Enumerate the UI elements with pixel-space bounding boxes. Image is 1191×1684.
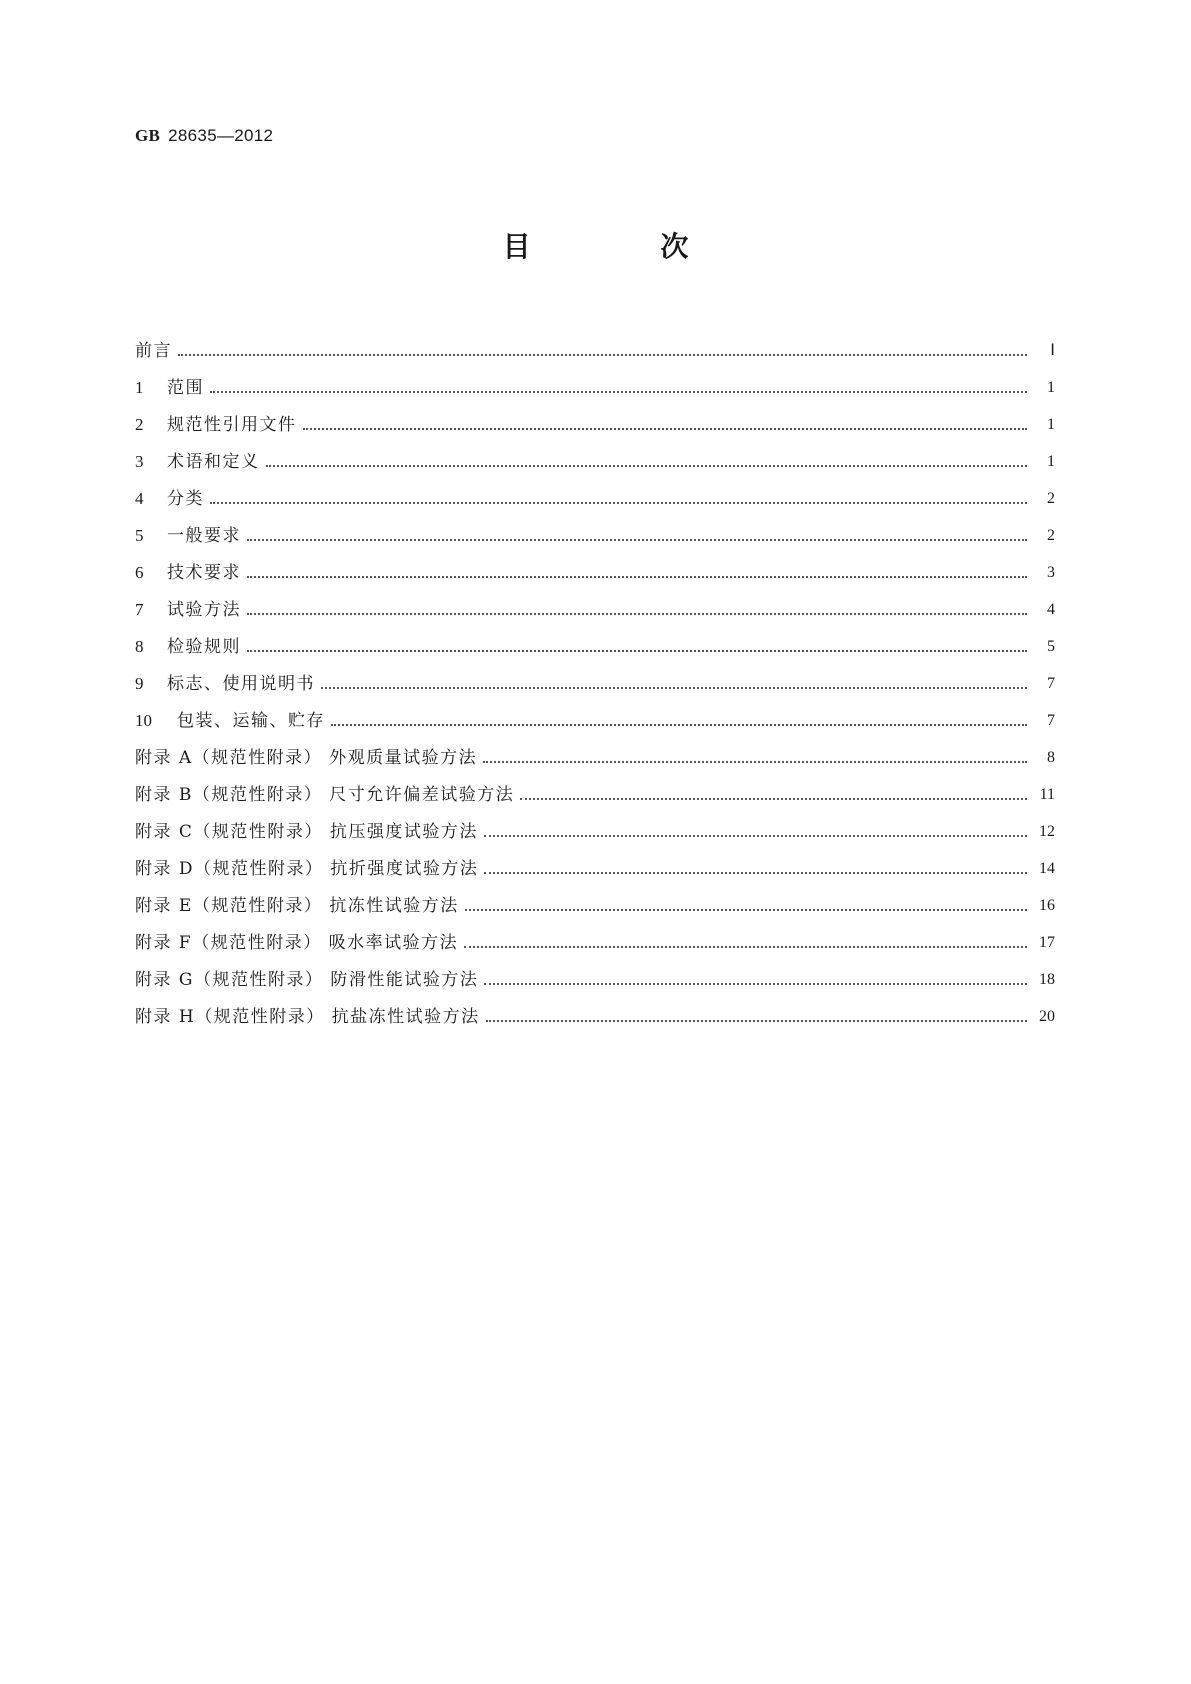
toc-entry-text: 附录 E（规范性附录） 抗冻性试验方法	[135, 896, 459, 916]
toc-entry-page: 2	[1047, 527, 1055, 544]
toc-leader	[178, 354, 1027, 356]
toc-entry-text: 一般要求	[167, 526, 241, 546]
toc-entry-number: 1	[135, 378, 144, 397]
toc-leader	[266, 465, 1028, 467]
toc-entry-3[interactable]	[135, 436, 1055, 473]
toc-entry-7[interactable]	[135, 584, 1055, 621]
toc-entry-annex-g[interactable]	[135, 954, 1055, 991]
toc-entry-page: 7	[1047, 675, 1055, 692]
toc-leader	[484, 983, 1027, 985]
toc-entry-page: Ⅰ	[1050, 342, 1055, 359]
toc-entry-annex-e[interactable]	[135, 880, 1055, 917]
toc-entry-page: 20	[1039, 1008, 1055, 1025]
toc-leader	[303, 428, 1028, 430]
toc-entry-4[interactable]	[135, 473, 1055, 510]
toc-entry-page: 12	[1039, 823, 1055, 840]
toc-leader	[247, 576, 1027, 578]
toc-entry-number: 2	[135, 415, 144, 434]
toc-entry-text: 规范性引用文件	[167, 415, 297, 435]
toc-entry-page: 4	[1047, 601, 1055, 618]
toc-entry-page: 1	[1047, 379, 1055, 396]
toc-entry-2[interactable]	[135, 399, 1055, 436]
toc-entry-page: 1	[1047, 416, 1055, 433]
toc-entry-10[interactable]	[135, 695, 1055, 732]
toc-entry-text: 附录 G（规范性附录） 防滑性能试验方法	[135, 970, 479, 990]
toc-entry-page: 1	[1047, 453, 1055, 470]
toc-leader	[247, 613, 1027, 615]
toc-entry-text: 包装、运输、贮存	[177, 711, 325, 731]
toc-entry-annex-f[interactable]	[135, 917, 1055, 954]
toc-entry-text: 标志、使用说明书	[167, 674, 315, 694]
toc-leader	[484, 872, 1027, 874]
standard-code	[135, 126, 273, 146]
standard-number: 28635—2012	[168, 126, 274, 145]
toc-entry-page: 17	[1039, 934, 1055, 951]
toc-entry-1[interactable]	[135, 362, 1055, 399]
toc-leader	[464, 946, 1027, 948]
toc-entry-number: 8	[135, 637, 144, 656]
toc-entry-8[interactable]	[135, 621, 1055, 658]
toc-entry-number: 6	[135, 563, 144, 582]
toc-entry-text: 技术要求	[167, 563, 241, 583]
toc-entry-number: 3	[135, 452, 144, 471]
toc-entry-5[interactable]	[135, 510, 1055, 547]
toc-entry-number: 5	[135, 526, 144, 545]
toc-entry-number: 4	[135, 489, 144, 508]
toc-entry-number: 9	[135, 674, 144, 693]
toc-entry-text: 分类	[167, 489, 204, 509]
toc-entry-text: 附录 H（规范性附录） 抗盐冻性试验方法	[135, 1007, 480, 1027]
toc-leader	[483, 761, 1027, 763]
toc-entry-page: 11	[1039, 786, 1055, 803]
toc-entry-6[interactable]	[135, 547, 1055, 584]
toc-entry-foreword[interactable]	[135, 325, 1055, 362]
toc-entry-page: 5	[1047, 638, 1055, 655]
toc-entry-text: 术语和定义	[167, 452, 260, 472]
toc-leader	[321, 687, 1027, 689]
toc-entry-page: 18	[1039, 971, 1055, 988]
page-title: 目 次	[502, 230, 749, 263]
standard-prefix: GB	[135, 126, 161, 145]
toc-entry-number: 10	[135, 711, 152, 730]
toc-leader	[484, 835, 1027, 837]
toc-entry-page: 7	[1047, 712, 1055, 729]
toc-entry-page: 16	[1039, 897, 1055, 914]
toc-entry-9[interactable]	[135, 658, 1055, 695]
toc-entry-page: 3	[1047, 564, 1055, 581]
toc-leader	[486, 1020, 1027, 1022]
toc-entry-number: 7	[135, 600, 144, 619]
toc-entry-annex-c[interactable]	[135, 806, 1055, 843]
toc-entry-text: 前言	[135, 341, 172, 361]
toc-leader	[465, 909, 1027, 911]
toc-entry-page: 2	[1047, 490, 1055, 507]
toc-entry-text: 试验方法	[167, 600, 241, 620]
toc-entry-text: 附录 A（规范性附录） 外观质量试验方法	[135, 748, 478, 768]
toc-entry-annex-h[interactable]	[135, 991, 1055, 1028]
toc-entry-text: 附录 C（规范性附录） 抗压强度试验方法	[135, 822, 478, 842]
toc-entry-text: 附录 B（规范性附录） 尺寸允许偏差试验方法	[135, 785, 515, 805]
toc-entry-annex-b[interactable]	[135, 769, 1055, 806]
toc-leader	[331, 724, 1027, 726]
toc-leader	[247, 650, 1027, 652]
toc-leader	[210, 391, 1027, 393]
table-of-contents	[135, 325, 1055, 1028]
toc-leader	[520, 798, 1027, 800]
toc-entry-annex-d[interactable]	[135, 843, 1055, 880]
toc-entry-page: 8	[1047, 749, 1055, 766]
toc-entry-text: 范围	[167, 378, 204, 398]
toc-leader	[247, 539, 1027, 541]
toc-leader	[210, 502, 1027, 504]
toc-entry-annex-a[interactable]	[135, 732, 1055, 769]
toc-entry-text: 附录 F（规范性附录） 吸水率试验方法	[135, 933, 459, 953]
toc-entry-text: 附录 D（规范性附录） 抗折强度试验方法	[135, 859, 479, 879]
toc-entry-text: 检验规则	[167, 637, 241, 657]
toc-entry-page: 14	[1039, 860, 1055, 877]
